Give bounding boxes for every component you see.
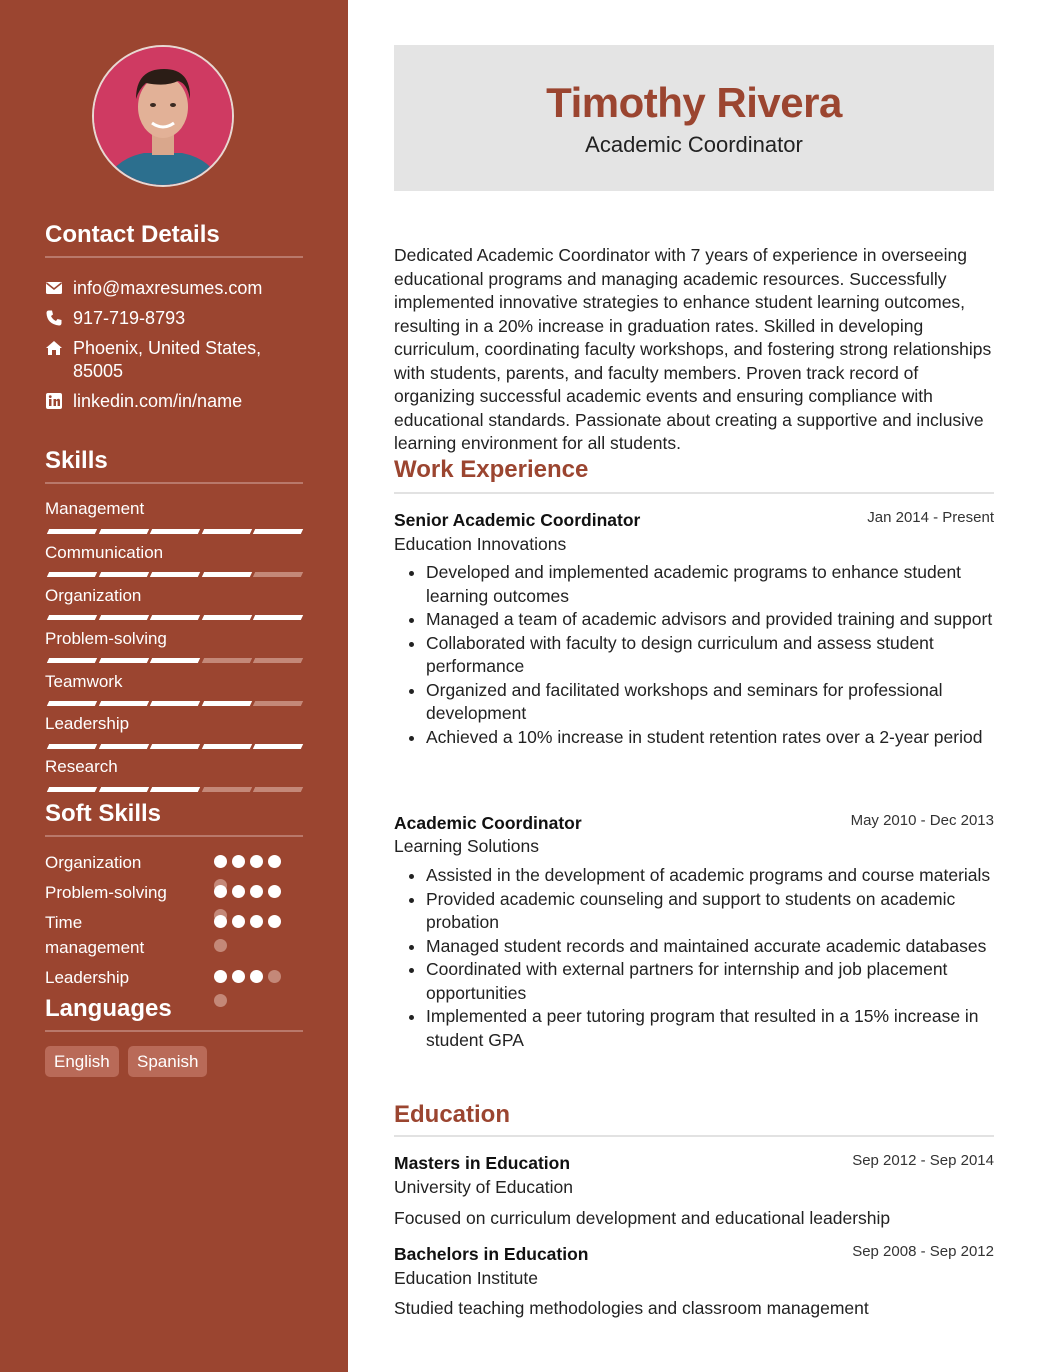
skill-segment-filled	[150, 701, 200, 706]
skill-segment-empty	[253, 572, 303, 577]
skill-segment-filled	[150, 658, 200, 663]
skill-segment-filled	[98, 787, 148, 792]
section-divider	[45, 482, 303, 484]
skill-segment-filled	[98, 701, 148, 706]
skill-segment-filled	[98, 744, 148, 749]
job-bullets	[394, 864, 998, 1052]
contact-address-text: Phoenix, United States, 85005	[73, 338, 262, 381]
rating-dot-empty	[268, 970, 281, 983]
skill-segment-filled	[201, 615, 251, 620]
rating-dot-filled	[214, 885, 227, 898]
list-item: • Implemented a peer tutoring program that resulted in a 15% increase in student GPA	[426, 1005, 998, 1052]
contact-linkedin-text: linkedin.com/in/name	[73, 391, 243, 411]
candidate-name: Timothy Rivera	[546, 79, 842, 126]
skill-segment-filled	[201, 744, 251, 749]
job-company: Education Innovations	[394, 534, 567, 554]
list-item: • Provided academic counseling and support to students on academic probation	[426, 888, 998, 935]
envelope-icon	[45, 279, 63, 297]
rating-dot-filled	[232, 885, 245, 898]
soft-skill-dots	[214, 915, 294, 955]
contact-section-title: Contact Details	[45, 221, 220, 248]
list-item: • Collaborated with faculty to design curriculum and assess student performance	[426, 632, 998, 679]
sidebar	[0, 0, 348, 1372]
rating-dot-filled	[214, 855, 227, 868]
soft-skills-section-title: Soft Skills	[45, 800, 162, 827]
skill-segment-filled	[47, 529, 97, 534]
skill-bar	[45, 615, 303, 621]
rating-dot-filled	[250, 855, 263, 868]
work-section-title: Work Experience	[394, 456, 589, 483]
skill-bar	[45, 744, 303, 750]
list-item: • Managed a team of academic advisors and provided training and support	[426, 608, 998, 632]
soft-skill-label: Organization	[45, 853, 142, 872]
skill-segment-filled	[47, 572, 97, 577]
list-item: • Assisted in the development of academic programs and course materials	[426, 864, 998, 888]
section-divider	[45, 1030, 303, 1032]
soft-skill-label: Leadership	[45, 968, 130, 987]
skill-segment-filled	[98, 529, 148, 534]
skill-segment-empty	[253, 701, 303, 706]
profile-summary: Dedicated Academic Coordinator with 7 years of experience in overseeing educational programs and managing academic resources. Successfully implemented innovative strategies to enhance student learning outcomes, resulting in a 20% increase in graduation rates. Skilled in developing curriculum, coordinating faculty workshops, and fostering strong relationships with students, parents, and faculty members. Proven track record of organizing successful academic events and ensuring compliance with educational standards. Passionate about creating a supportive and inclusive learning environment for all students.	[394, 245, 992, 453]
candidate-title: Academic Coordinator	[585, 132, 803, 157]
avatar	[92, 45, 234, 187]
skill-segment-filled	[98, 572, 148, 577]
education-section-title: Education	[394, 1101, 511, 1128]
skill-segment-filled	[150, 615, 200, 620]
rating-dot-filled	[250, 885, 263, 898]
skill-bar	[45, 787, 303, 793]
rating-dot-filled	[214, 970, 227, 983]
skill-segment-empty	[253, 658, 303, 663]
list-item: • Developed and implemented academic programs to enhance student learning outcomes	[426, 561, 998, 608]
skill-segment-filled	[150, 744, 200, 749]
section-divider	[394, 492, 994, 494]
school-name: Education Institute	[394, 1268, 538, 1288]
skill-segment-filled	[47, 701, 97, 706]
skill-segment-filled	[47, 658, 97, 663]
skill-label: Communication	[45, 543, 164, 562]
skill-label: Research	[45, 757, 118, 776]
skill-segment-filled	[253, 529, 303, 534]
phone-icon	[45, 309, 63, 327]
job-date: Jan 2014 - Present	[867, 509, 994, 526]
education-date: Sep 2008 - Sep 2012	[852, 1243, 994, 1260]
list-item: • Managed student records and maintained accurate academic databases	[426, 935, 998, 959]
profile-photo	[94, 47, 232, 185]
skill-label: Management	[45, 499, 145, 518]
section-divider	[45, 835, 303, 837]
skill-segment-filled	[150, 529, 200, 534]
section-divider	[394, 1135, 994, 1137]
education-description: Focused on curriculum development and educational leadership	[394, 1208, 891, 1228]
section-divider	[45, 256, 303, 258]
language-chip-spanish: Spanish	[128, 1046, 207, 1077]
rating-dot-filled	[268, 885, 281, 898]
rating-dot-filled	[232, 915, 245, 928]
rating-dot-filled	[232, 855, 245, 868]
contact-phone-text: 917-719-8793	[73, 308, 186, 328]
skill-segment-filled	[253, 615, 303, 620]
skill-segment-empty	[253, 787, 303, 792]
skill-label: Problem-solving	[45, 629, 167, 648]
soft-skill-label: Time management	[45, 913, 145, 957]
skill-segment-empty	[201, 787, 251, 792]
rating-dot-filled	[250, 915, 263, 928]
home-icon	[45, 339, 63, 357]
skill-label: Leadership	[45, 714, 130, 733]
skill-segment-filled	[150, 787, 200, 792]
resume-header	[394, 45, 994, 191]
job-company: Learning Solutions	[394, 836, 539, 856]
contact-email-text: info@maxresumes.com	[73, 278, 263, 298]
degree-title: Masters in Education	[394, 1153, 571, 1173]
skill-segment-filled	[201, 572, 251, 577]
skill-segment-filled	[47, 744, 97, 749]
skill-segment-filled	[253, 744, 303, 749]
rating-dot-filled	[214, 915, 227, 928]
linkedin-icon	[45, 392, 63, 410]
education-description: Studied teaching methodologies and classroom management	[394, 1298, 869, 1318]
rating-dot-filled	[268, 855, 281, 868]
skill-segment-filled	[98, 615, 148, 620]
language-chip-english: English	[45, 1046, 119, 1077]
skill-bar	[45, 572, 303, 578]
list-item: • Achieved a 10% increase in student retention rates over a 2-year period	[426, 726, 998, 750]
list-item: • Coordinated with external partners for internship and job placement opportunities	[426, 958, 998, 1005]
school-name: University of Education	[394, 1177, 573, 1197]
skill-segment-filled	[47, 787, 97, 792]
skill-segment-empty	[201, 658, 251, 663]
languages-section-title: Languages	[45, 995, 172, 1022]
skill-bar	[45, 701, 303, 707]
rating-dot-filled	[250, 970, 263, 983]
skill-segment-filled	[150, 572, 200, 577]
job-title: Academic Coordinator	[394, 813, 582, 833]
skill-label: Organization	[45, 586, 142, 605]
rating-dot-filled	[232, 970, 245, 983]
skill-label: Teamwork	[45, 672, 123, 691]
soft-skill-label: Problem-solving	[45, 883, 167, 902]
rating-dot-filled	[268, 915, 281, 928]
degree-title: Bachelors in Education	[394, 1244, 589, 1264]
skill-segment-filled	[201, 529, 251, 534]
skill-segment-filled	[47, 615, 97, 620]
skill-bar	[45, 658, 303, 664]
list-item: • Organized and facilitated workshops and seminars for professional development	[426, 679, 998, 726]
skills-section-title: Skills	[45, 447, 108, 474]
job-bullets	[394, 561, 998, 749]
skill-segment-filled	[201, 701, 251, 706]
skill-bar	[45, 529, 303, 535]
job-title: Senior Academic Coordinator	[394, 510, 641, 530]
rating-dot-empty	[214, 939, 227, 952]
skill-segment-filled	[98, 658, 148, 663]
education-date: Sep 2012 - Sep 2014	[852, 1152, 994, 1169]
job-date: May 2010 - Dec 2013	[850, 812, 994, 829]
